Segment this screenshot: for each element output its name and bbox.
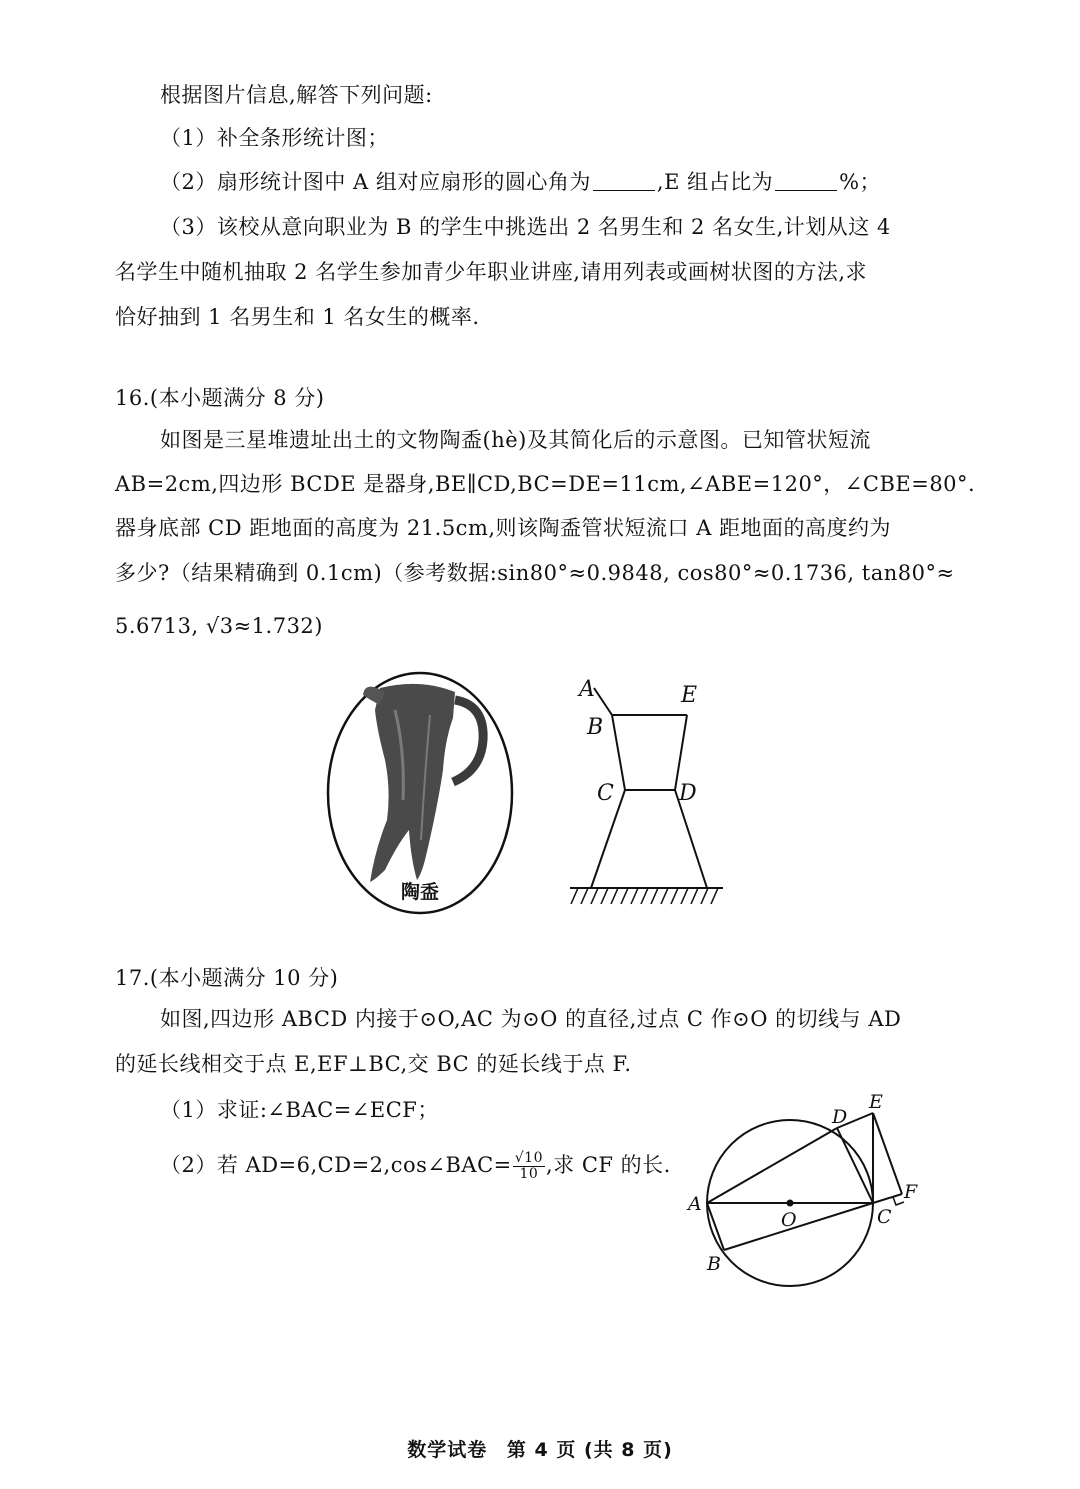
q16-line1: 如图是三星堆遗址出土的文物陶盉(hè)及其简化后的示意图。已知管状短流 [160, 428, 871, 452]
label-F: F [904, 1181, 918, 1203]
q15-part2 [160, 167, 881, 197]
q16-line3: 器身底部 CD 距地面的高度为 21.5cm,则该陶盉管状短流口 A 距地面的高度约为 [115, 516, 892, 540]
fraction-numerator: √10 [514, 1150, 543, 1166]
label-B: B [707, 1253, 721, 1275]
q16-line5: 5.6713, √3≈1.732) [115, 614, 323, 638]
center-point-O [787, 1200, 794, 1207]
q16-line4: 多少?（结果精确到 0.1cm)（参考数据:sin80°≈0.9848, cos80°≈0.1736, tan80°≈ [115, 561, 955, 585]
circle-geometry-diagram [680, 1090, 930, 1290]
label-D: D [679, 781, 697, 806]
q17-heading: 17.(本小题满分 10 分) [115, 966, 339, 990]
label-A: A [579, 677, 595, 702]
page-footer [0, 1435, 1080, 1462]
q17-line1: 如图,四边形 ABCD 内接于⊙O,AC 为⊙O 的直径,过点 C 作⊙O 的切线与 AD [160, 1007, 902, 1031]
segment-CF [873, 1194, 902, 1203]
segment-ED [675, 715, 687, 790]
segment-AD [707, 1128, 837, 1203]
label-A: A [688, 1193, 702, 1215]
fraction-denominator: 10 [519, 1166, 539, 1182]
q15-intro: 根据图片信息,解答下列问题: [160, 83, 433, 107]
label-B: B [587, 715, 604, 740]
ground-hatching [571, 888, 718, 904]
q15-part3-line1: （3）该校从意向职业为 B 的学生中挑选出 2 名男生和 2 名女生,计划从这 4 [160, 215, 891, 239]
q15-part2-text-c: %； [839, 170, 882, 194]
photo-caption: 陶盉 [400, 881, 440, 903]
segment-DC [837, 1128, 873, 1203]
q15-part3-line3: 恰好抽到 1 名男生和 1 名女生的概率. [115, 305, 480, 329]
q17-part2-text-b: ,求 CF 的长. [546, 1153, 671, 1177]
segment-BC [724, 1203, 873, 1250]
q16-line2: AB=2cm,四边形 BCDE 是器身,BE∥CD,BC=DE=11cm,∠ABE=120°，∠CBE=80°. [115, 472, 976, 496]
q15-part2-text-a: （2）扇形统计图中 A 组对应扇形的圆心角为 [160, 170, 591, 194]
q16-heading: 16.(本小题满分 8 分) [115, 386, 325, 410]
pottery-photo-figure [325, 670, 515, 920]
q17-part1: （1）求证:∠BAC=∠ECF； [160, 1098, 439, 1122]
footer-subject: 数学试卷 [407, 1439, 488, 1461]
segment-EF [873, 1113, 902, 1194]
segment-BC [612, 715, 625, 790]
q17-line2: 的延长线相交于点 E,EF⊥BC,交 BC 的延长线于点 F. [115, 1052, 632, 1076]
label-D: D [832, 1106, 848, 1128]
right-angle-mark [893, 1197, 904, 1205]
footer-page-number: 第 4 页 (共 8 页) [506, 1439, 673, 1461]
cos-fraction [513, 1151, 545, 1182]
label-E: E [869, 1091, 883, 1113]
q15-part2-text-b: ,E 组占比为 [656, 170, 774, 194]
q15-part3-line2: 名学生中随机抽取 2 名学生参加青少年职业讲座,请用列表或画树状图的方法,求 [115, 260, 868, 284]
label-C: C [877, 1206, 892, 1228]
answer-blank-angle [593, 170, 655, 191]
q17-part2-text-a: （2）若 AD=6,CD=2,cos∠BAC= [160, 1153, 512, 1177]
label-E: E [681, 683, 698, 708]
pottery-schematic-diagram [565, 672, 735, 917]
label-O: O [781, 1209, 797, 1231]
answer-blank-percent [775, 170, 837, 191]
q17-part2 [160, 1150, 671, 1182]
q15-part1: （1）补全条形统计图； [160, 126, 389, 150]
label-C: C [597, 781, 614, 806]
segment-AB [594, 688, 612, 715]
